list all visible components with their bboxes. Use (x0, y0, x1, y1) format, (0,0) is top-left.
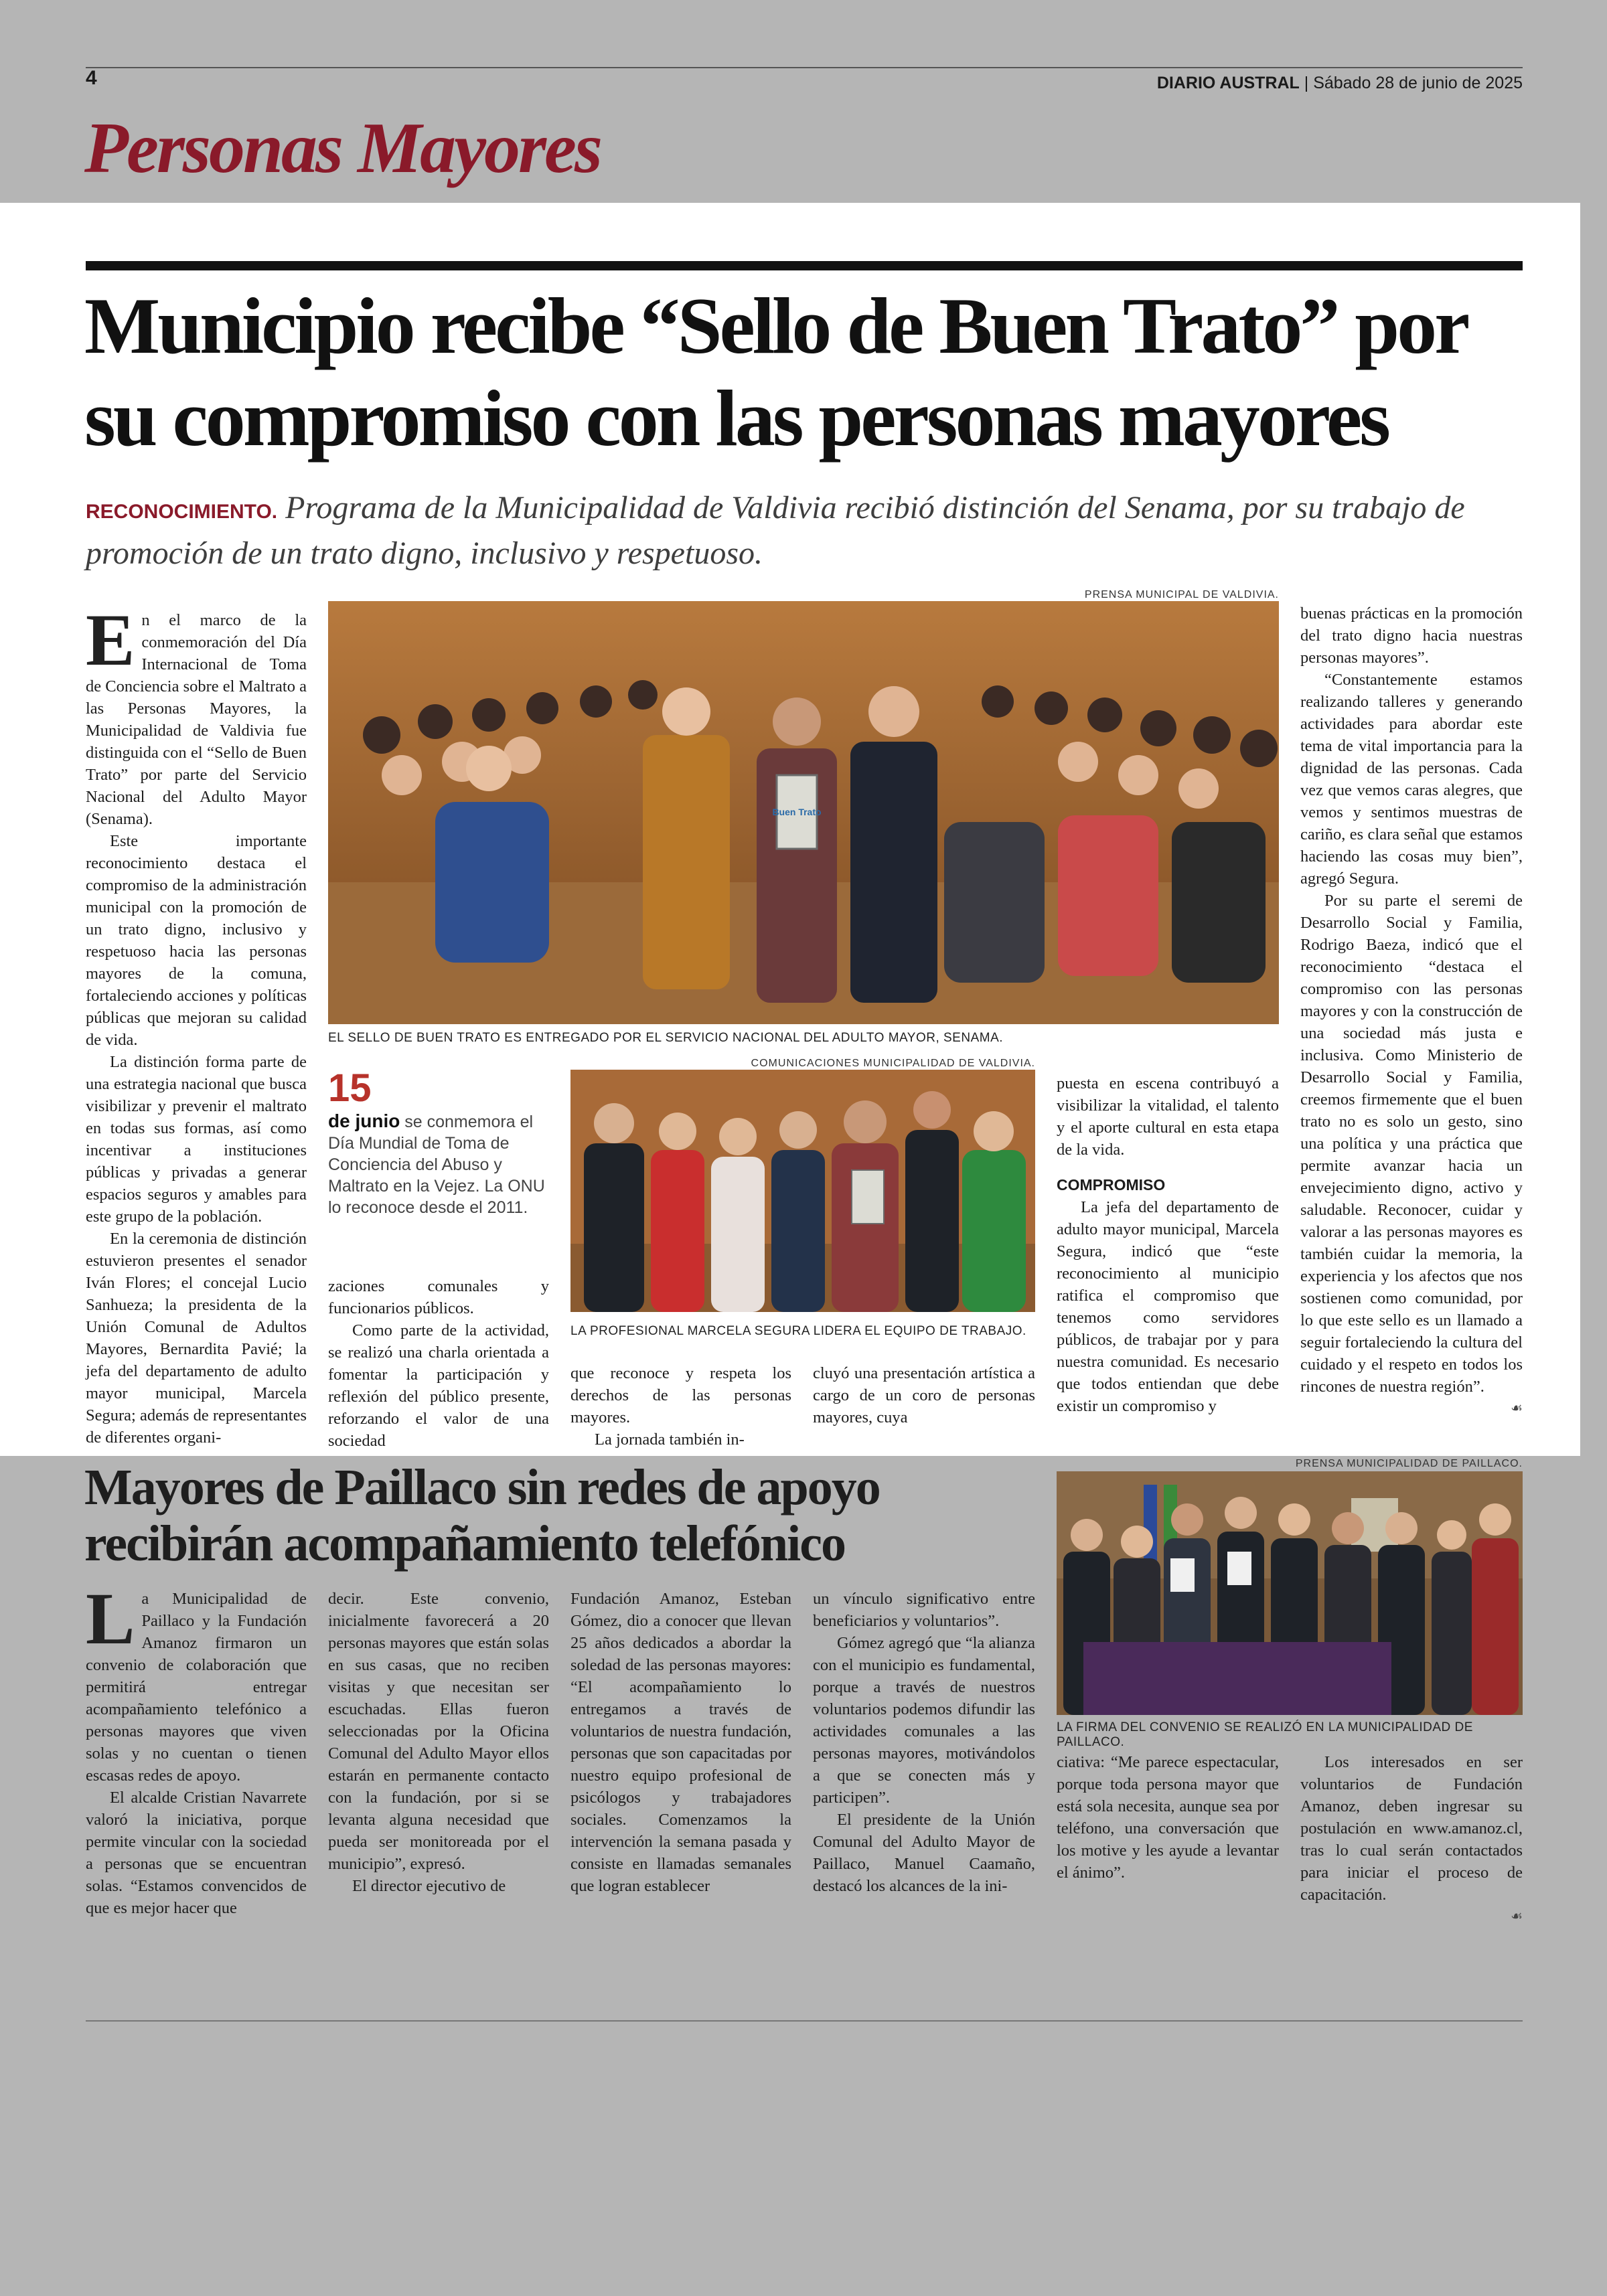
article2-column-3 (570, 1588, 791, 1897)
date-text: se conmemora el Día Mundial de Toma de Conciencia del Abuso y Maltrato en la Vejez. La ONU lo reconoce desde el 2011. (328, 1113, 545, 1217)
issue-date: Sábado 28 de junio de 2025 (1313, 74, 1523, 92)
article2-column-1 (86, 1578, 307, 1919)
paragraph: ciativa: “Me parece espectacular, porque toda persona mayor que está sola necesita, aunque sea por teléfono, una conversación que los motive y les ayude a levantar el ánimo”. (1057, 1753, 1279, 1882)
team-photo (570, 1070, 1035, 1312)
kicker-text: Programa de la Municipalidad de Valdivia recibió distinción del Senama, por su trabajo de promoción de un trato digno, inclusivo y respetuoso. (86, 490, 1465, 571)
article1-column-4 (813, 1362, 1035, 1428)
signing-photo-image (1057, 1471, 1523, 1715)
subhead: COMPROMISO (1057, 1176, 1166, 1194)
plaque-label: Buen Trato (772, 807, 822, 817)
ceremony-photo (328, 601, 1279, 1024)
ceremony-photo-image (328, 601, 1279, 1024)
paragraph: n el marco de la conmemoración del Día Internacional de Toma de Conciencia sobre el Maltrato a las Personas Mayores, la Municipalidad de Valdivia fue distinguida con el “Sello de Buen Trato” por parte del Servicio Nacional del Adulto Mayor (Senama). (86, 611, 307, 828)
date-day: 15 (328, 1066, 372, 1110)
date-month: de junio (328, 1111, 400, 1131)
photo-caption: LA PROFESIONAL MARCELA SEGURA LIDERA EL EQUIPO DE TRABAJO. (570, 1324, 1026, 1338)
paragraph: puesta en escena contribuyó a visibilizar la vitalidad, el talento y el aporte cultural en esta etapa de la vida. (1057, 1074, 1279, 1159)
article1-column-1 (86, 599, 307, 1449)
paragraph: Fundación Amanoz, Esteban Gómez, dio a conocer que llevan 25 años dedicados a abordar la soledad de las personas mayores: “El acompañamiento lo entregamos a través de voluntarios de nuestra fundación, personas que son capacitadas por nuestro equipo profesional de psicólogos y trabajadores sociales. Comenzamos la intervención la semana pasada y consiste en llamadas semanales que logran establecer (570, 1590, 791, 1895)
article1-column-6 (1300, 602, 1523, 1420)
paragraph: que reconoce y respeta los derechos de las personas mayores. (570, 1364, 791, 1426)
paragraph: a Municipalidad de Paillaco y la Fundación Amanoz firmaron un convenio de colaboración que permitirá entregar acompañamiento telefónico a personas mayores que viven solas y no cuentan o tienen escasas redes de apoyo. (86, 1590, 307, 1785)
article2-column-4 (813, 1588, 1035, 1897)
bottom-rule (86, 2020, 1523, 2022)
kicker-tag: RECONOCIMIENTO. (86, 501, 278, 523)
photo-caption: EL SELLO DE BUEN TRATO ES ENTREGADO POR EL SERVICIO NACIONAL DEL ADULTO MAYOR, SENAMA. (328, 1031, 1004, 1045)
paragraph: decir. Este convenio, inicialmente favorecerá a 20 personas mayores que están solas en sus casas, que no reciben visitas y que necesitan ser escuchadas. Ellas fueron seleccionadas por la Oficina Comunal del Adulto Mayor ellos estarán en permanente contacto con la fundación, por si se levanta alguna necesidad que pueda ser monitoreada por el municipio”, expresó. (328, 1590, 549, 1873)
end-mark: ☙ (1511, 1909, 1523, 1924)
paragraph: Como parte de la actividad, se realizó una charla orientada a fomentar la participación y reflexión del público presente, reforzando el valor de una sociedad (328, 1321, 549, 1450)
photo-credit: PRENSA MUNICIPALIDAD DE PAILLACO. (1295, 1458, 1523, 1469)
headline-rule (86, 261, 1523, 270)
article1-column-2 (328, 1275, 549, 1452)
signing-photo (1057, 1471, 1523, 1715)
date-box (328, 1066, 549, 1218)
masthead-separator: | (1299, 74, 1314, 92)
paragraph: Los interesados en ser voluntarios de Fundación Amanoz, deben ingresar su postulación en www.amanoz.cl, tras lo cual serán contactados para iniciar el proceso de capacitación. (1300, 1753, 1523, 1904)
paragraph: En la ceremonia de distinción estuvieron presentes el senador Iván Flores; el concejal Lucio Sanhueza; la presidenta de la Unión Comunal de Adultos Mayores, Bernardita Pavié; la jefa del departamento de adulto mayor municipal, Marcela Segura; además de representantes de diferentes organi- (86, 1230, 307, 1447)
photo-credit: COMUNICACIONES MUNICIPALIDAD DE VALDIVIA. (751, 1058, 1035, 1069)
page-number: 4 (86, 67, 97, 89)
paragraph: Este importante reconocimiento destaca el compromiso de la administración municipal con la promoción de un trato digno, inclusivo y respetuoso hacia las personas mayores de la comuna, fortaleciendo acciones y políticas públicas que mejoran su calidad de vida. (86, 832, 307, 1049)
top-rule (86, 67, 1523, 68)
end-mark: ☙ (1511, 1401, 1523, 1416)
section-title: Personas Mayores (84, 108, 601, 188)
article-headline: Municipio recibe “Sello de Buen Trato” por su compromiso con las personas mayores (84, 281, 1466, 463)
photo-caption: LA FIRMA DEL CONVENIO SE REALIZÓ EN LA MUNICIPALIDAD DE PAILLACO. (1057, 1720, 1473, 1749)
dropcap: L (86, 1578, 135, 1659)
paragraph: “Constantemente estamos realizando talleres y generando actividades para abordar este tema de vital importancia para la dignidad de las personas. Cada vez que vemos caras alegres, que vemos y sentimos muestras de cariño, es clara señal que estamos haciendo las cosas muy bien”, agregó Segura. (1300, 671, 1523, 888)
paragraph: un vínculo significativo entre beneficiarios y voluntarios”. (813, 1590, 1035, 1630)
paragraph: buenas prácticas en la promoción del trato digno hacia nuestras personas mayores”. (1300, 604, 1523, 667)
paper-name: DIARIO AUSTRAL (1156, 74, 1300, 92)
paragraph: zaciones comunales y funcionarios públicos. (328, 1277, 549, 1317)
article2-headline: Mayores de Paillaco sin redes de apoyo recibirán acompañamiento telefónico (84, 1459, 880, 1572)
article1-column-3 (570, 1362, 791, 1451)
dropcap: E (86, 599, 135, 681)
article-kicker (86, 487, 1532, 574)
paragraph: El alcalde Cristian Navarrete valoró la iniciativa, porque permite vincular con la sociedad a personas que se encuentran solas. “Estamos convencidos de que es mejor hacer que (86, 1789, 307, 1917)
team-photo-image (570, 1070, 1035, 1312)
paragraph: Gómez agregó que “la alianza con el municipio es fundamental, porque a través de nuestros voluntarios podemos difundir las actividades comunales a las personas mayores, motivándolos a que se conecten más y participen”. (813, 1634, 1035, 1807)
article2-column-5 (1057, 1751, 1279, 1884)
article2-column-6 (1300, 1751, 1523, 1928)
masthead (1157, 74, 1523, 93)
paragraph: cluyó una presentación artística a cargo de un coro de personas mayores, cuya (813, 1364, 1035, 1426)
paragraph: La distinción forma parte de una estrategia nacional que busca visibilizar y prevenir el maltrato en todas sus formas, así como incentivar a instituciones públicas y privadas a generar espacios seguros y amables para este grupo de la población. (86, 1053, 307, 1226)
article2-column-2 (328, 1588, 549, 1897)
article1-column-5 (1057, 1072, 1279, 1417)
paragraph: Por su parte el seremi de Desarrollo Social y Familia, Rodrigo Baeza, indicó que el reconocimiento “destaca el compromiso con las personas mayores y con la construcción de una sociedad más justa e inclusiva. Como Ministerio de Desarrollo Social y Familia, creemos firmemente que el buen trato no es solo un gesto, sino una política y una práctica que permite avanzar hacia un envejecimiento digno, activo y saludable. Reconocer, cuidar y valorar a las personas mayores es también cuidar la memoria, la experiencia y los afectos que nos sostienen como comunidad, por lo que este sello es un llamado a seguir fortaleciendo la cultura del cuidado y el respeto en todos los rincones de nuestra región”. (1300, 892, 1523, 1396)
paragraph: El presidente de la Unión Comunal del Adulto Mayor de Paillaco, Manuel Caamaño, destacó los alcances de la ini- (813, 1811, 1035, 1895)
paragraph: El director ejecutivo de (352, 1877, 506, 1895)
photo-credit: PRENSA MUNICIPAL DE VALDIVIA. (1084, 589, 1279, 600)
paragraph: La jornada también in- (595, 1430, 745, 1449)
paragraph: La jefa del departamento de adulto mayor municipal, Marcela Segura, indicó que “este reconocimiento al municipio ratifica el compromiso que tenemos como servidores públicos, de trabajar por y para nuestra comunidad. Es necesario que todos entiendan que debe existir un compromiso y (1057, 1198, 1279, 1415)
